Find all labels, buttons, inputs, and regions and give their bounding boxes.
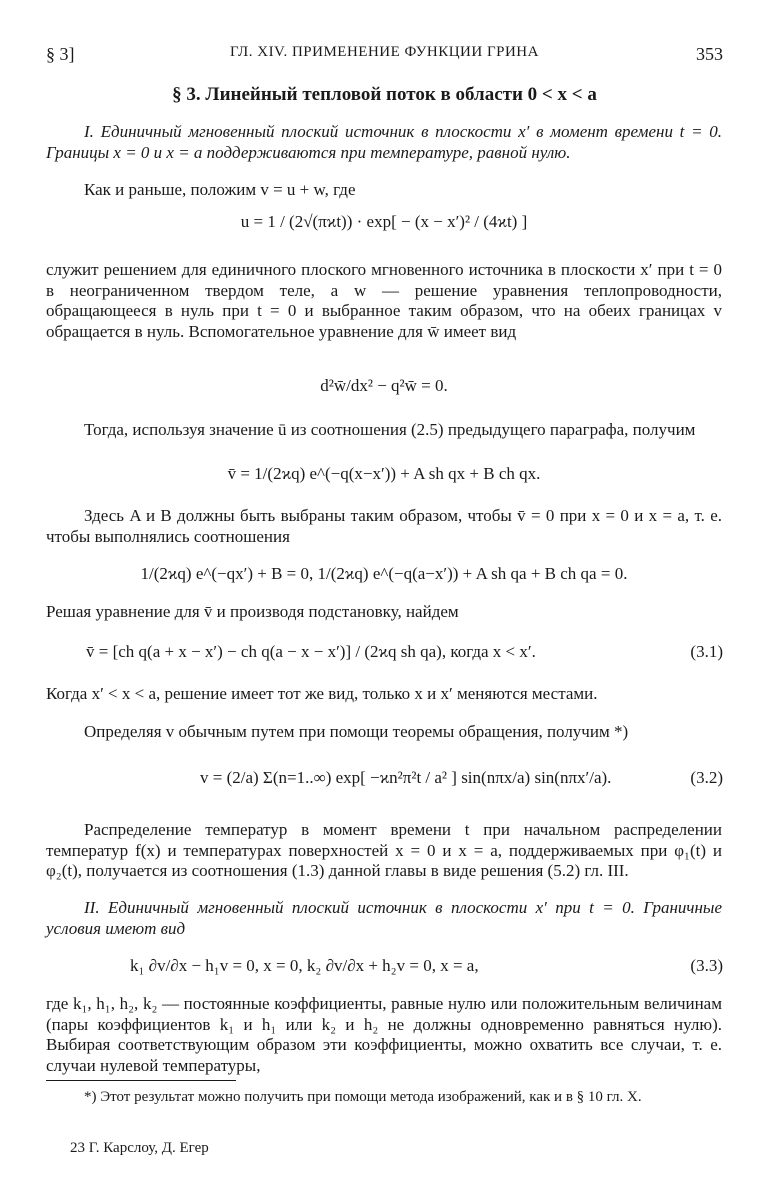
equation-3-2: v = (2/a) Σ(n=1..∞) exp[ −ϰn²π²t / a² ] sin(nπx/a) sin(nπx′/a). bbox=[200, 768, 612, 787]
part2-heading: II. Единичный мгновенный плоский источник в плоскости x′ при t = 0. Граничные условия имеют вид bbox=[46, 898, 722, 938]
part1-p6: Когда x′ < x < a, решение имеет тот же вид, только x и x′ меняются местами. bbox=[46, 684, 598, 703]
footnote-rule bbox=[46, 1080, 236, 1081]
equation-3-2-number: (3.2) bbox=[690, 768, 723, 787]
equation-3-3: k₁ ∂v/∂x − h₁v = 0, x = 0, k₂ ∂v/∂x + h₂v = 0, x = a, bbox=[130, 956, 479, 975]
part1-p8: Распределение температур в момент времени t при начальном распределении температур f(x) и температурах поверхностей x = 0 и x = a, поддерживаемых при φ₁(t) и φ₂(t), получается из соотношения (1.3) данной главы в виде решения (5.2) гл. III. bbox=[46, 820, 722, 880]
part1-p2: служит решением для единичного плоского мгновенного источника в плоскости x′ при t = 0 в неограниченном твердом теле, а w — решение уравнения теплопроводности, обращающееся в нуль при t = 0 и выбранное таким образом, что на обеих границах v обращается в нуль. Вспомогательное уравнение для w̄ имеет вид bbox=[46, 260, 722, 341]
equation-u: u = 1 / (2√(πϰt)) · exp[ − (x − x′)² / (4ϰt) ] bbox=[240, 212, 528, 231]
equation-3-3-number: (3.3) bbox=[690, 956, 723, 975]
footnote: *) Этот результат можно получить при помощи метода изображений, как и в § 10 гл. X. bbox=[84, 1089, 642, 1105]
header-chapter: ГЛ. XIV. ПРИМЕНЕНИЕ ФУНКЦИИ ГРИНА bbox=[230, 44, 539, 60]
part2-p1: где k₁, h₁, h₂, k₂ — постоянные коэффициенты, равные нулю или положительным величинам (пары коэффициентов k₁ и h₁ или k₂ и h₂ не должны одновременно равняться нулю). Выбирая соответствующим образом эти коэффициенты, можно охватить все случаи, т. е. случаи нулевой температуры, bbox=[46, 994, 722, 1075]
section-title: § 3. Линейный тепловой поток в области 0 < x < a bbox=[172, 84, 597, 105]
part1-p3: Тогда, используя значение ū из соотношения (2.5) предыдущего параграфа, получим bbox=[84, 420, 696, 439]
part1-p4: Здесь A и B должны быть выбраны таким образом, чтобы v̄ = 0 при x = 0 и x = a, т. е. чтобы выполнялись соотношения bbox=[46, 506, 722, 546]
equation-3-1: v̄ = [ch q(a + x − x′) − ch q(a − x − x′)] / (2ϰq sh qa), когда x < x′. bbox=[86, 642, 536, 661]
part1-heading: I. Единичный мгновенный плоский источник в плоскости x′ в момент времени t = 0. Границы x = 0 и x = a поддерживаются при температуре, равной нулю. bbox=[46, 122, 722, 162]
header-section: § 3] bbox=[46, 44, 75, 64]
equation-3-1-number: (3.1) bbox=[690, 642, 723, 661]
part1-p1: Как и раньше, положим v = u + w, где bbox=[84, 180, 356, 199]
equation-conditions: 1/(2ϰq) e^(−qx′) + B = 0, 1/(2ϰq) e^(−q(a−x′)) + A sh qa + B ch qa = 0. bbox=[140, 564, 628, 583]
running-header bbox=[46, 44, 723, 68]
equation-aux: d²w̄/dx² − q²w̄ = 0. bbox=[320, 376, 448, 395]
signature-mark: 23 Г. Карслоу, Д. Егер bbox=[70, 1140, 209, 1156]
equation-vbar: v̄ = 1/(2ϰq) e^(−q(x−x′)) + A sh qx + B ch qx. bbox=[227, 464, 541, 483]
part1-p5: Решая уравнение для v̄ и производя подстановку, найдем bbox=[46, 602, 459, 621]
part1-p7: Определяя v обычным путем при помощи теоремы обращения, получим *) bbox=[84, 722, 629, 741]
page-number: 353 bbox=[696, 44, 723, 64]
